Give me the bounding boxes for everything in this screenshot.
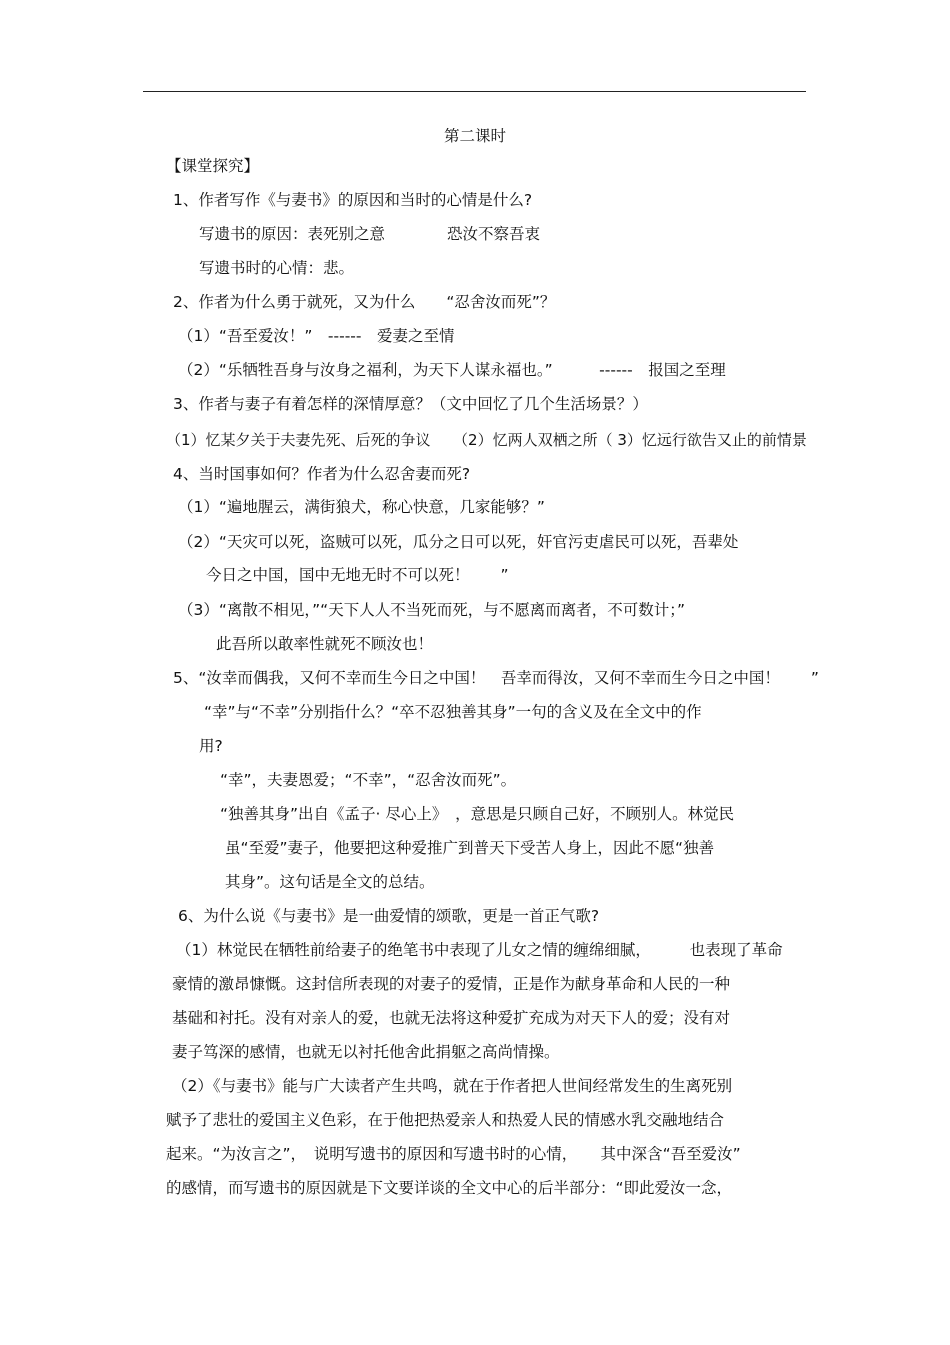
answer-line: （1）忆某夕关于夫妻先死、后死的争议 （2）忆两人双栖之所（ 3）忆远行欲告又止的前情景: [166, 431, 807, 449]
question-3: 3、作者与妻子有着怎样的深情厚意？（文中回忆了几个生活场景？）: [173, 395, 648, 413]
answer-line: （1）“遍地腥云，满街狼犬，称心快意，几家能够？”: [178, 498, 545, 516]
section-heading: 【课堂探究】: [166, 157, 260, 175]
question-2: 2、作者为什么勇于就死，又为什么 “忍舍汝而死”？: [173, 293, 556, 311]
question-line: 用?: [199, 737, 223, 755]
answer-line: （2）《与妻书》能与广大读者产生共鸣，就在于作者把人世间经常发生的生离死别: [172, 1077, 733, 1095]
answer-line: 基础和衬托。没有对亲人的爱，也就无法将这种爱扩充成为对天下人的爱；没有对: [172, 1009, 731, 1027]
question-1: 1、作者写作《与妻书》的原因和当时的心情是什么?: [173, 191, 533, 209]
question-line: “幸”与“不幸”分别指什么？“卒不忍独善其身”一句的含义及在全文中的作: [204, 703, 702, 721]
answer-line: “独善其身”出自《孟子· 尽心上》 ，意思是只顾自己好，不顾别人。林觉民: [220, 805, 735, 823]
answer-line: 赋予了悲壮的爱国主义色彩，在于他把热爱亲人和热爱人民的情感水乳交融地结合: [166, 1111, 725, 1129]
header-rule: [143, 91, 806, 92]
answer-line: 其身”。这句话是全文的总结。: [225, 873, 435, 891]
answer-line: （1）“吾至爱汝！” ------ 爱妻之至情: [178, 327, 455, 345]
page-title: 第二课时: [443, 127, 506, 145]
answer-line: 豪情的激昂慷慨。这封信所表现的对妻子的爱情，正是作为献身革命和人民的一种: [172, 975, 731, 993]
question-5: 5、“汝幸而偶我，又何不幸而生今日之中国！ 吾幸而得汝，又何不幸而生今日之中国！ ”: [173, 669, 819, 687]
answer-line: 妻子笃深的感情，也就无以衬托他舍此捐躯之高尚情操。: [172, 1043, 560, 1061]
answer-line: （3）“离散不相见，”“天下人人不当死而死，与不愿离而离者，不可数计；”: [178, 601, 685, 619]
answer-line: （1）林觉民在牺牲前给妻子的绝笔书中表现了儿女之情的缠绵细腻， 也表现了革命: [176, 941, 783, 959]
answer-line: 起来。“为汝言之”， 说明写遗书的原因和写遗书时的心情， 其中深含“吾至爱汝”: [166, 1145, 741, 1163]
answer-line: “幸”，夫妻恩爱；“不幸”，“忍舍汝而死”。: [220, 771, 517, 789]
question-4: 4、当时国事如何？作者为什么忍舍妻而死?: [173, 465, 471, 483]
question-6: 6、为什么说《与妻书》是一曲爱情的颂歌，更是一首正气歌?: [178, 907, 600, 925]
answer-line: 写遗书的原因：表死别之意 恐汝不察吾衷: [199, 225, 541, 243]
answer-line: 的感情，而写遗书的原因就是下文要详谈的全文中心的后半部分：“即此爱汝一念，: [166, 1179, 733, 1197]
answer-line: （2）“天灾可以死，盗贼可以死，瓜分之日可以死，奸官污吏虐民可以死，吾辈处: [178, 533, 739, 551]
answer-line: （2）“乐牺牲吾身与汝身之福利，为天下人谋永福也。” ------ 报国之至理: [178, 361, 726, 379]
answer-line: 虽“至爱”妻子，他要把这种爱推广到普天下受苦人身上，因此不愿“独善: [225, 839, 715, 857]
answer-line: 写遗书时的心情：悲。: [199, 259, 355, 277]
answer-line: 此吾所以敢率性就死不顾汝也！: [216, 635, 434, 653]
answer-line: 今日之中国，国中无地无时不可以死！ ”: [206, 566, 509, 584]
